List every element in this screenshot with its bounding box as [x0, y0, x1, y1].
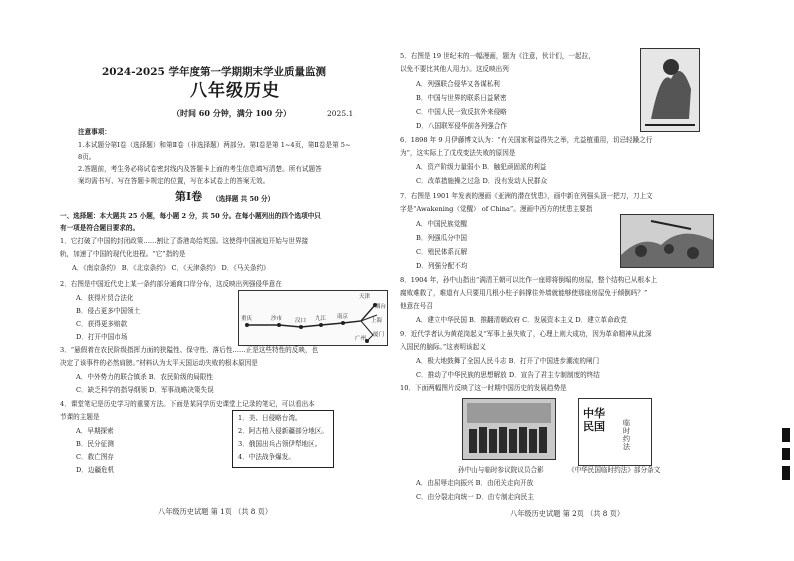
class-notes-box [232, 410, 334, 468]
cartoon2-svg [621, 215, 713, 267]
option-line: B．侵占更多中国领土 [76, 307, 141, 315]
exam-date: 2025.1 [327, 109, 354, 118]
option-line: C．由分裂走向统一 D．由专制走向民主 [416, 493, 534, 501]
section-title: 第Ⅰ卷 [175, 190, 203, 203]
option-line: D．边疆危机 [76, 466, 115, 474]
option-line: A．资产阶级力量弱小 B．触犯顽固派的利益 [416, 163, 547, 171]
question-line: 10．下面两幅图片反映了这一时期中国历史的发展趋势是 [400, 384, 567, 392]
question-line: 节课的主题是 [60, 413, 100, 421]
option-line: D．打开中国市场 [76, 333, 128, 341]
question-line: 5．右图是 19 世纪末的一幅漫画，题为《注意，伙计们，一起拉， [400, 52, 595, 60]
option-line: C．殖民体系瓦解 [416, 248, 468, 256]
right-page [400, 0, 776, 561]
map-city-label: 厦门 [373, 332, 385, 338]
option-line: D．列强分配不均 [416, 262, 468, 270]
doc-subheading: 临时约法 [623, 419, 630, 451]
question-line: 9．近代学者认为黄花岗起义“军事上虽失败了，心理上则大成功，因为革命精神从此深 [400, 330, 652, 338]
question-line: 以免不要比其他人用力》。这反映出列 [400, 65, 509, 73]
cartoon-svg [641, 49, 699, 131]
question-line: 2．右图是中国近代史上某一条约部分通商口岸分布，这反映出列强侵华意在 [60, 280, 282, 288]
note-item: 3．俄国出兵占领伊犁地区。 [238, 440, 322, 448]
question-line: 7．右图是 1901 年发表的漫画《亚洲的潜在忧患》，画中新在列强头顶一把刀，刀上文 [400, 192, 653, 200]
binding-edge-mark [782, 466, 790, 480]
page-footer: 八年级历史试题 第 2页 （共 8 页） [510, 509, 625, 518]
question-line: 8．1904 年，孙中山指出“满清王朝可以比作一座即将倒塌的房屋，整个结构已从根本上 [400, 276, 658, 284]
option-line: C．缺乏科学的指导纲领 D．军事战略决策失误 [76, 386, 214, 394]
option-line: B．中国与世界的联系日益紧密 [416, 94, 507, 102]
option-line: C．救亡图存 [76, 453, 115, 461]
map-city-label: 沙市 [271, 316, 283, 322]
doc-heading: 中华民国 [583, 407, 605, 433]
question-line: 他意在号召 [400, 302, 433, 310]
option-line: A．早期探索 [76, 427, 114, 435]
section-note: （选择题 共 50 分） [212, 195, 275, 203]
question-line: 为”，这实际上了戊戌变法失败的原因是 [400, 149, 516, 157]
option-line: A．列强联合侵华又各谋私利 [416, 80, 500, 88]
image-caption: 孙中山与临时参议院议员合影 [458, 466, 544, 474]
question-line: 一、选择题：本大题共 25 小题，每小题 2 分，共 50 分。在每小题列出的四个选项中只 [60, 212, 321, 220]
option-line: C．获得更多赔款 [76, 320, 128, 328]
map-city-label: 重庆 [241, 316, 253, 322]
question-line: 字是“Awakening（觉醒） of China”。漫画中西方的忧患主要指 [400, 205, 593, 213]
binding-edge-mark [782, 448, 790, 460]
map-city-label: 烟台 [375, 304, 387, 310]
cartoon-image [640, 48, 700, 132]
map-city-label: 南京 [337, 314, 349, 320]
note-item: 2．阿古柏入侵新疆部分地区。 [238, 427, 328, 435]
notes-heading: 注意事项： [78, 128, 111, 136]
image-caption: 《中华民国临时约法》部分条文 [568, 466, 661, 474]
map-city-label: 汉口 [295, 318, 307, 324]
photo-sun-yatsen-group [462, 398, 556, 460]
option-line: A．获得片贸合法化 [76, 294, 134, 302]
notes-line: 2.答题前，考生务必将试卷密封线内及答题卡上面的考生信息填写清楚。所有试题答 [78, 165, 322, 173]
map-city-label: 九江 [315, 316, 327, 322]
subject-title: 八年级历史 [190, 81, 280, 101]
option-line: A．中国民族觉醒 [416, 220, 467, 228]
question-line: 有一项是符合题目要求的。 [60, 224, 140, 232]
option-line: A．中外势力的联合镇杀 B．农民阶级的局限性 [76, 373, 213, 381]
map-city-label: 天津 [359, 294, 371, 300]
option-line: B．列强瓜分中国 [416, 234, 468, 242]
question-line: A．《南京条约》 B．《北京条约》 C．《天津条约》 D．《马关条约》 [72, 264, 270, 272]
question-line: 轨，加速了中国的现代化进程。“它”指的是 [60, 250, 186, 258]
left-page [60, 0, 390, 561]
option-line: C．中国人民一致反抗外来侵略 [416, 108, 507, 116]
question-line: 1．它打破了中国的封闭政策……割让了香港岛给英国。这使得中国被迫开始与世界接 [60, 237, 309, 245]
option-line: C．改革措施操之过急 D．没有发动人民群众 [416, 177, 548, 185]
question-line: 3．“悬假着在农民阶级指挥力面的狭隘性、保守性、落后性……正是这些特性的反映，也 [60, 346, 319, 354]
notes-line: 8页。 [78, 153, 96, 161]
question-line: 6．1898 年 9 月伊藤博文认为：“有关国家利益得失之举，尤益植重用，切忌轻躁之行 [400, 136, 653, 144]
question-line: 入国民的脑际。”这表明该起义 [400, 343, 486, 351]
option-line: A．建立中华民国 B．推翻清朝政府 C．发展资本主义 D．建立革命政党 [416, 316, 627, 324]
notes-line: 1.本试题分第Ⅰ卷（选择题）和第Ⅱ卷（非选择题）两部分。第Ⅰ卷是第 1~4页，第Ⅱ卷是第 5~ [78, 141, 351, 149]
option-line: A．由屈辱走向振兴 B．由闭关走向开放 [416, 479, 534, 487]
map-city-label: 上海 [371, 318, 383, 324]
treaty-port-map [238, 290, 388, 346]
option-line: A．极大地鼓舞了全国人民斗志 B．打开了中国进步潮流的闸门 [416, 357, 600, 365]
note-item: 1．美、日侵略台湾。 [238, 414, 302, 422]
question-line: 腐败难救了，难道有人只要用几根小柱子斜撑住外墙就能够使那座房屋免于倾倒吗？” [400, 289, 648, 297]
option-line: B．民分征测 [76, 440, 114, 448]
cartoon-awakening-image [620, 214, 714, 268]
note-item: 4．中法战争爆发。 [238, 453, 295, 461]
option-line: D．八国联军侵华前各列强合作 [416, 122, 508, 130]
binding-edge-mark [782, 428, 790, 442]
photo-svg [463, 399, 555, 459]
page-footer: 八年级历史试题 第 1页 （共 8 页） [158, 507, 273, 516]
option-line: C．推动了中华民族的思想解放 D．宣告了君主专制制度的终结 [416, 371, 600, 379]
exam-title: 2024-2025 学年度第一学期期末学业质量监测 [102, 66, 326, 78]
question-line: 4．课堂笔记是历史学习的重要方法。下面是某同学历史课堂上记录的笔记，可以看出本 [60, 400, 315, 408]
map-city-label: 广州 [355, 336, 367, 342]
time-score: （时间 60 分钟，满分 100 分） [172, 108, 291, 118]
notes-line: 案均需书写、写在答题卡规定的位置，写在本试卷上的答案无效。 [78, 177, 270, 185]
question-line: 决定了该事件的必然肩膀。”材料认为太平天国运动失败的根本原因是 [60, 359, 258, 367]
provisional-constitution-image [578, 398, 652, 466]
